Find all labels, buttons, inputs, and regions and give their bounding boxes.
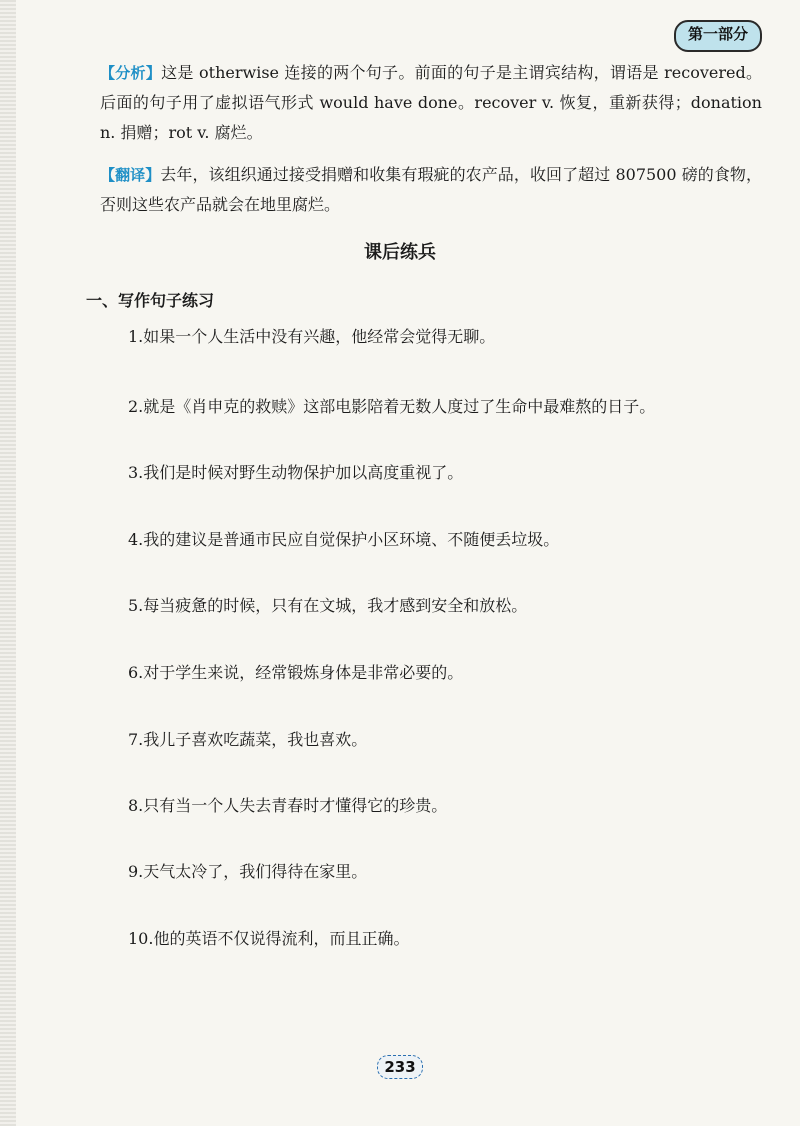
analysis-paragraph <box>100 58 762 148</box>
exercise-item: 1.如果一个人生活中没有兴趣，他经常会觉得无聊。 <box>128 327 496 346</box>
exercise-item: 8.只有当一个人失去青春时才懂得它的珍贵。 <box>128 796 448 815</box>
section-tag: 第一部分 <box>674 20 762 52</box>
exercise-item: 7.我儿子喜欢吃蔬菜，我也喜欢。 <box>128 730 368 749</box>
translation-text: 去年，该组织通过接受捐赠和收集有瑕疵的农产品，收回了超过 807500 磅的食物，否则这些农产品就会在地里腐烂。 <box>100 165 762 214</box>
analysis-tag: 【分析】 <box>100 64 162 82</box>
page-number-container <box>0 1055 800 1079</box>
exercise-item: 6.对于学生来说，经常锻炼身体是非常必要的。 <box>128 663 464 682</box>
exercise-item: 3.我们是时候对野生动物保护加以高度重视了。 <box>128 463 464 482</box>
section-title: 课后练兵 <box>364 242 436 263</box>
exercise-item: 2.就是《肖申克的救赎》这部电影陪着无数人度过了生命中最难熬的日子。 <box>128 397 656 416</box>
translation-tag: 【翻译】 <box>100 166 161 184</box>
exercise-heading: 一、写作句子练习 <box>86 291 215 310</box>
translation-paragraph <box>100 160 762 220</box>
page-binding-edge <box>0 0 16 1126</box>
exercise-item: 4.我的建议是普通市民应自觉保护小区环境、不随便丢垃圾。 <box>128 530 560 549</box>
exercise-item: 10.他的英语不仅说得流利，而且正确。 <box>128 929 410 948</box>
page-number: 233 <box>377 1055 422 1079</box>
analysis-text: 这是 otherwise 连接的两个句子。前面的句子是主谓宾结构，谓语是 recovered。后面的句子用了虚拟语气形式 would have done。recover v. 恢复，重新获得；donation n. 捐赠；rot v. 腐烂。 <box>100 63 762 142</box>
exercise-item: 5.每当疲惫的时候，只有在文城，我才感到安全和放松。 <box>128 596 528 615</box>
exercise-item: 9.天气太冷了，我们得待在家里。 <box>128 862 368 881</box>
